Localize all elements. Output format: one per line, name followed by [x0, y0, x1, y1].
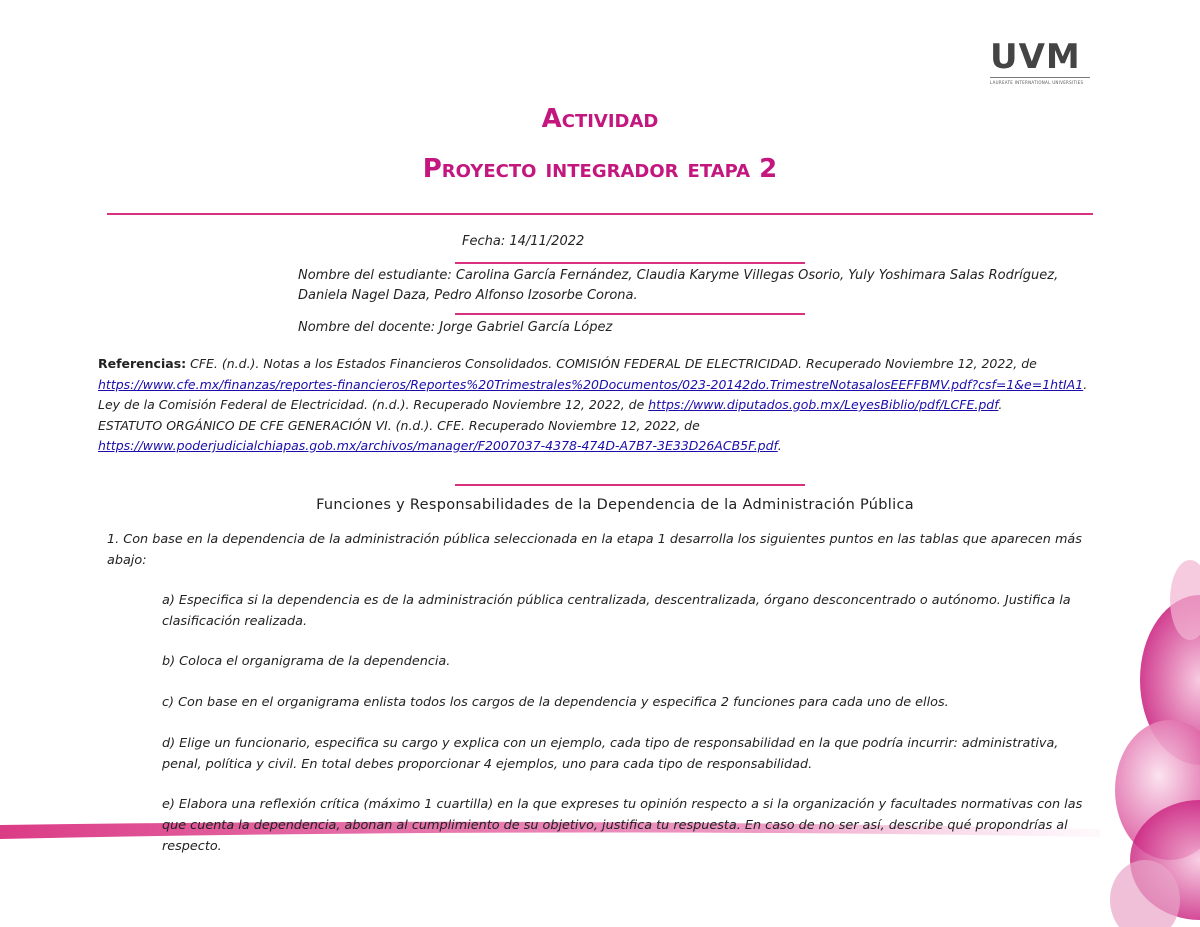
logo-tagline: LAUREATE INTERNATIONAL UNIVERSITIES — [990, 80, 1084, 85]
instruction-item-e: e) Elabora una reflexión crítica (máximo 1 cuartilla) en la que expreses tu opinión respecto a si la organización y facultades normativas con las que cuenta la dependencia, abonan al cumplimiento de su objetivo, justifica tu respuesta. En caso de no ser así, describe qué propondrías al respecto. — [162, 797, 1083, 854]
reference-text: ESTATUTO ORGÁNICO DE CFE GENERACIÓN VI. (n.d.). CFE. Recuperado Noviembre 12, 2022, de — [98, 417, 700, 433]
document-subtitle: Proyecto integrador etapa 2 — [422, 154, 778, 184]
instruction-item-d: d) Elige un funcionario, especifica su cargo y explica con un ejemplo, cada tipo de responsabilidad en la que podría incurrir: administrativa, penal, política y civil. En total debes proporcionar 4 ejemplos, uno para cada tipo de responsabilidad. — [162, 736, 1059, 772]
instruction-item-b: b) Coloca el organigrama de la dependencia. — [162, 654, 451, 669]
reference-text: Ley de la Comisión Federal de Electricidad. (n.d.). Recuperado Noviembre 12, 2022, de — [98, 397, 649, 412]
field-divider — [455, 262, 805, 264]
uvm-logo — [990, 37, 1090, 85]
instruction-item-a: a) Especifica si la dependencia es de la administración pública centralizada, descentralizada, órgano desconcentrado o autónomo. Justifica la clasificación realizada. — [162, 593, 1071, 629]
instruction-item-c: c) Con base en el organigrama enlista todos los cargos de la dependencia y especifica 2 funciones para cada uno de ellos. — [162, 695, 949, 710]
field-divider — [455, 313, 805, 315]
logo-mark: UVM — [990, 37, 1081, 77]
reference-link[interactable]: https://www.diputados.gob.mx/LeyesBiblio/pdf/LCFE.pdf — [648, 397, 999, 412]
reference-period: . — [1083, 376, 1088, 392]
references-block — [98, 354, 1098, 457]
references-divider — [455, 484, 805, 486]
student-names-field: Nombre del estudiante: Carolina García Fernández, Claudia Karyme Villegas Osorio, Yuly Yoshimara Salas Rodríguez, Daniela Nagel Daza, Pedro Alfonso Izosorbe Corona. — [298, 268, 1059, 303]
instructions-intro: 1. Con base en la dependencia de la administración pública seleccionada en la etapa 1 desarrolla los siguientes puntos en las tablas que aparecen más abajo: — [107, 532, 1082, 568]
date-field: Fecha: 14/11/2022 — [462, 234, 585, 249]
reference-period: . — [777, 438, 782, 453]
title-divider — [107, 213, 1093, 215]
teacher-name-field: Nombre del docente: Jorge Gabriel García López — [298, 320, 613, 335]
reference-link[interactable]: https://www.cfe.mx/finanzas/reportes-financieros/Reportes%20Trimestrales%20Documentos/023-20142do.TrimestreNotasalosEEFFBMV.pdf?csf=1&e=1htIA1 — [98, 376, 1084, 392]
document-title: Actividad — [541, 104, 659, 134]
logo-divider — [990, 77, 1090, 78]
references-label: Referencias: — [98, 356, 187, 371]
reference-period: . — [998, 397, 1003, 412]
reference-text: CFE. (n.d.). Notas a los Estados Financieros Consolidados. COMISIÓN FEDERAL DE ELECTRICIDAD. Recuperado Noviembre 12, 2022, de — [186, 356, 1037, 371]
reference-link[interactable]: https://www.poderjudicialchiapas.gob.mx/archivos/manager/F2007037-4378-474D-A7B7-3E33D26ACB5F.pdf — [98, 438, 778, 453]
section-heading: Funciones y Responsabilidades de la Dependencia de la Administración Pública — [316, 497, 914, 513]
